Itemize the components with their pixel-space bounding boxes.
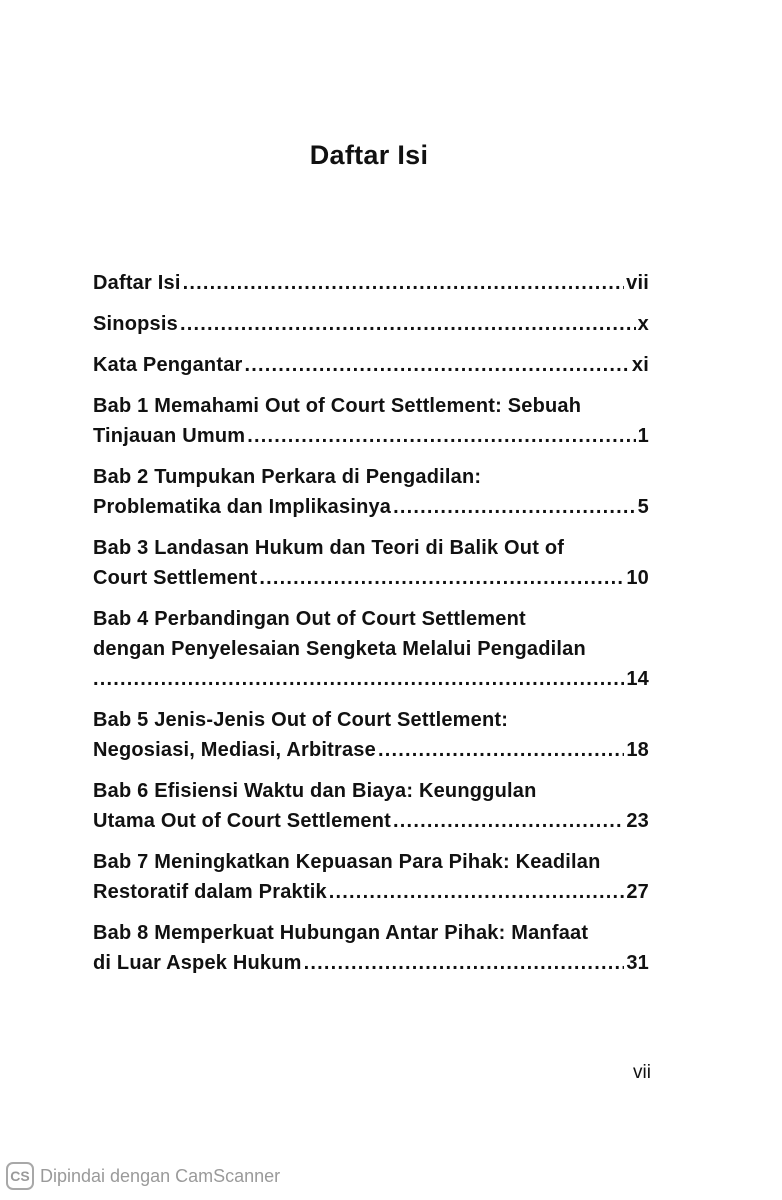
dot-leader xyxy=(393,492,636,522)
watermark-text: Dipindai dengan CamScanner xyxy=(40,1165,281,1186)
toc-entry-final-line xyxy=(93,268,649,298)
toc-entry-final-line xyxy=(93,421,649,451)
toc-entry-title-line: Bab 5 Jenis-Jenis Out of Court Settlement: xyxy=(93,709,509,731)
toc-entry xyxy=(93,391,649,451)
dot-leader xyxy=(378,735,624,765)
toc-entry-page: 23 xyxy=(626,810,649,832)
toc-entry-title-line: Bab 1 Memahami Out of Court Settlement: Sebuah xyxy=(93,395,582,417)
toc-entry-title: Kata Pengantar xyxy=(93,354,243,376)
toc-entry xyxy=(93,705,649,765)
toc-entry xyxy=(93,268,649,298)
toc-entry-final-line xyxy=(93,563,649,593)
toc-entry-page: 31 xyxy=(626,952,649,974)
toc-entry-page: 18 xyxy=(626,739,649,761)
toc-entry-title: Sinopsis xyxy=(93,313,178,335)
toc-entry-title-line: Bab 4 Perbandingan Out of Court Settlement xyxy=(93,608,526,630)
toc-entry-final-line xyxy=(93,664,649,694)
toc-entry xyxy=(93,847,649,907)
toc-entry-title-line: dengan Penyelesaian Sengketa Melalui Pengadilan xyxy=(93,638,586,660)
toc-entry-page: 27 xyxy=(626,881,649,903)
toc-entry-title: Tinjauan Umum xyxy=(93,425,246,447)
toc-entry xyxy=(93,604,649,694)
scanner-watermark xyxy=(6,1162,280,1190)
toc-entry-page: vii xyxy=(626,272,649,294)
toc-entry-title: Negosiasi, Mediasi, Arbitrase xyxy=(93,739,376,761)
toc-entry xyxy=(93,350,649,380)
toc-entry xyxy=(93,918,649,978)
toc-entry-final-line xyxy=(93,877,649,907)
toc-entry-title: Daftar Isi xyxy=(93,272,181,294)
dot-leader xyxy=(247,421,635,451)
dot-leader xyxy=(329,877,625,907)
page-number: vii xyxy=(633,1062,651,1083)
toc-entry-final-line xyxy=(93,309,649,339)
toc-entry-title: Problematika dan Implikasinya xyxy=(93,496,392,518)
camscanner-logo-icon: CS xyxy=(6,1162,34,1190)
toc-entry-final-line xyxy=(93,806,649,836)
toc-entry-title-line: Bab 6 Efisiensi Waktu dan Biaya: Keunggulan xyxy=(93,780,537,802)
toc-entry-page: 5 xyxy=(637,496,649,518)
table-of-contents xyxy=(93,268,649,989)
toc-entry-title-line: Bab 8 Memperkuat Hubungan Antar Pihak: Manfaat xyxy=(93,922,589,944)
toc-entry-final-line xyxy=(93,350,649,380)
dot-leader xyxy=(183,268,625,298)
toc-entry-title: di Luar Aspek Hukum xyxy=(93,952,302,974)
dot-leader xyxy=(259,563,624,593)
dot-leader xyxy=(180,309,636,339)
toc-entry-title-line: Bab 7 Meningkatkan Kepuasan Para Pihak: Keadilan xyxy=(93,851,601,873)
toc-entry-title-line: Bab 3 Landasan Hukum dan Teori di Balik Out of xyxy=(93,537,565,559)
toc-entry-final-line xyxy=(93,735,649,765)
toc-entry-page: 1 xyxy=(637,425,649,447)
dot-leader xyxy=(393,806,624,836)
toc-entry-final-line xyxy=(93,492,649,522)
dot-leader xyxy=(245,350,630,380)
dot-leader xyxy=(93,664,624,694)
toc-entry-title: Restoratif dalam Praktik xyxy=(93,881,327,903)
toc-entry xyxy=(93,776,649,836)
toc-entry-page: x xyxy=(637,313,649,335)
toc-entry-page: xi xyxy=(631,354,649,376)
toc-entry xyxy=(93,533,649,593)
toc-entry-page: 10 xyxy=(626,567,649,589)
toc-entry xyxy=(93,462,649,522)
toc-entry-page: 14 xyxy=(626,668,649,690)
toc-entry-final-line xyxy=(93,948,649,978)
page-title: Daftar Isi xyxy=(309,140,429,170)
toc-entry-title: Court Settlement xyxy=(93,567,258,589)
dot-leader xyxy=(304,948,625,978)
toc-entry-title-line: Bab 2 Tumpukan Perkara di Pengadilan: xyxy=(93,466,482,488)
toc-entry-title: Utama Out of Court Settlement xyxy=(93,810,392,832)
toc-entry xyxy=(93,309,649,339)
